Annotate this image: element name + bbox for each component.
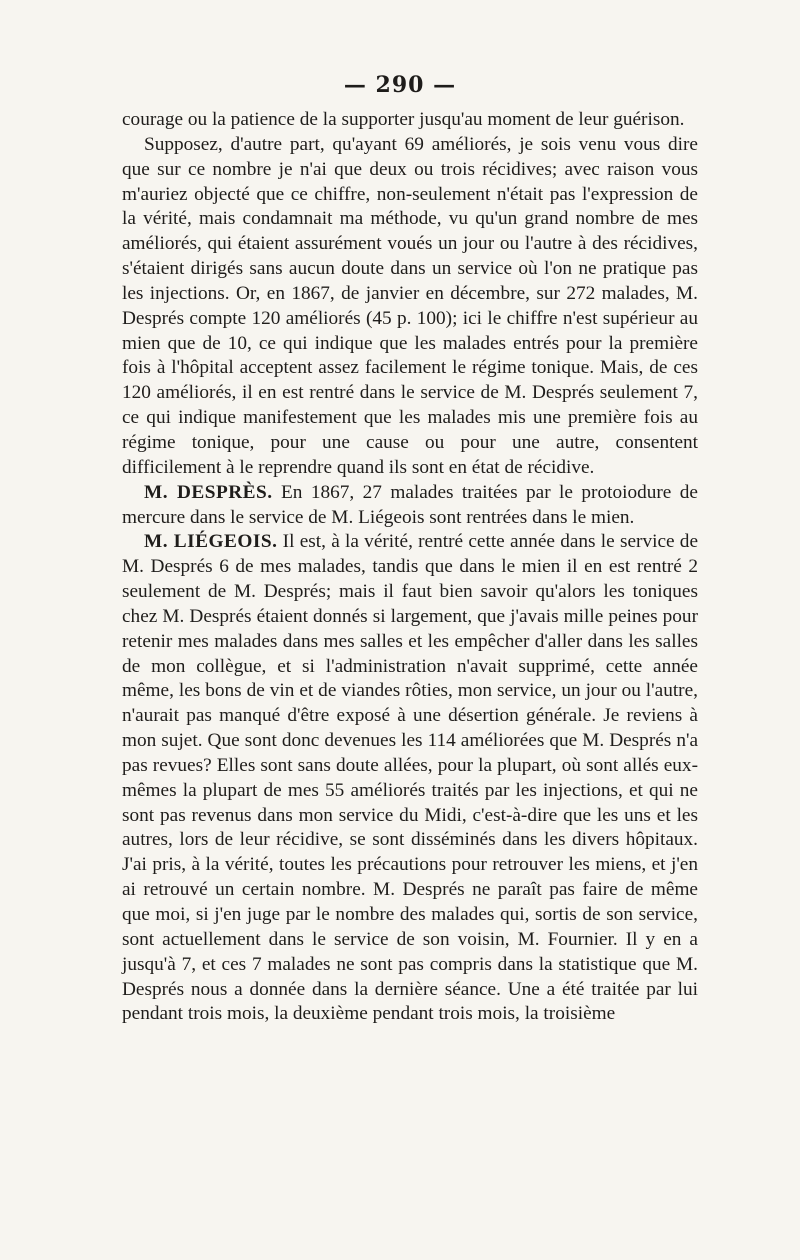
dialogue-paragraph (122, 481, 698, 531)
page-number: — 290 — (343, 72, 457, 98)
paragraph-text: En 1867, 27 malades traitées par le protoiodure de mercure dans le service de M. Liégeois sont rentrées dans le mien. (122, 481, 698, 528)
dialogue-paragraph (122, 530, 698, 1027)
paragraph-continuation (122, 108, 698, 133)
speaker-name: M. DESPRÈS. (144, 481, 273, 503)
speaker-name: M. LIÉGEOIS. (144, 531, 278, 553)
paragraph-text: Il est, à la vérité, rentré cette année dans le service de M. Després 6 de mes malades, tandis que dans le mien il en est rentré 2 seulement de M. Després; mais il faut bien savoir qu'alors les toniques chez M. Després étaient donnés si largement, que j'avais mille peines pour retenir mes malades dans mes salles et les empêcher d'aller dans les salles de mon collègue, et si l'administration n'avait supprimé, cette année même, les bons de vin et de viandes rôties, mon service, un jour ou l'autre, n'aurait pas manqué d'être exposé à une désertion générale. Je reviens à mon sujet. Que sont donc devenues les 114 améliorées que M. Després n'a pas revues? Elles sont sans doute allées, pour la plupart, où sont allés eux-mêmes la plupart de mes 55 améliorés traités par les injections, et qui ne sont pas revenus dans mon service du Midi, c'est-à-dire que les uns et les autres, lors de leur récidive, se sont disséminés dans les divers hôpitaux. J'ai pris, à la vérité, toutes les précautions pour retrouver les miens, et j'en ai retrouvé un certain nombre. M. Després ne paraît pas faire de même que moi, si j'en juge par le nombre des malades qui, sortis de son service, sont actuellement dans le service de son voisin, M. Fournier. Il y en a jusqu'à 7, et ces 7 malades ne sont pas compris dans la statistique que M. Després nous a donnée dans la dernière séance. Une a été traitée par lui pendant trois mois, la deuxième pendant trois mois, la troisième (122, 531, 699, 1025)
paragraph-text: Supposez, d'autre part, qu'ayant 69 améliorés, je sois venu vous dire que sur ce nombre je n'ai que deux ou trois récidives; avec raison vous m'auriez objecté que ce chiffre, non-seulement n'était pas l'expression de la vérité, mais condamnait ma méthode, vu qu'un grand nombre de mes améliorés, qui étaient assurément voués un jour ou l'autre à des récidives, s'étaient dirigés sans aucun doute dans un service où l'on ne pratique pas les injections. Or, en 1867, de janvier en décembre, sur 272 malades, M. Després compte 120 améliorés (45 p. 100); ici le chiffre n'est supérieur au mien que de 10, ce qui indique que les malades entrés pour la première fois à l'hôpital acceptent assez facilement le régime tonique. Mais, de ces 120 améliorés, il en est rentré dans le service de M. Després seulement 7, ce qui indique manifestement que les malades mis une première fois au régime tonique, pour une cause ou pour une autre, consentent difficilement à le reprendre quand ils sont en état de récidive. (122, 133, 698, 478)
paragraph (122, 133, 698, 481)
paragraph-text: courage ou la patience de la supporter jusqu'au moment de leur guérison. (122, 109, 685, 130)
body-text (122, 108, 698, 1027)
